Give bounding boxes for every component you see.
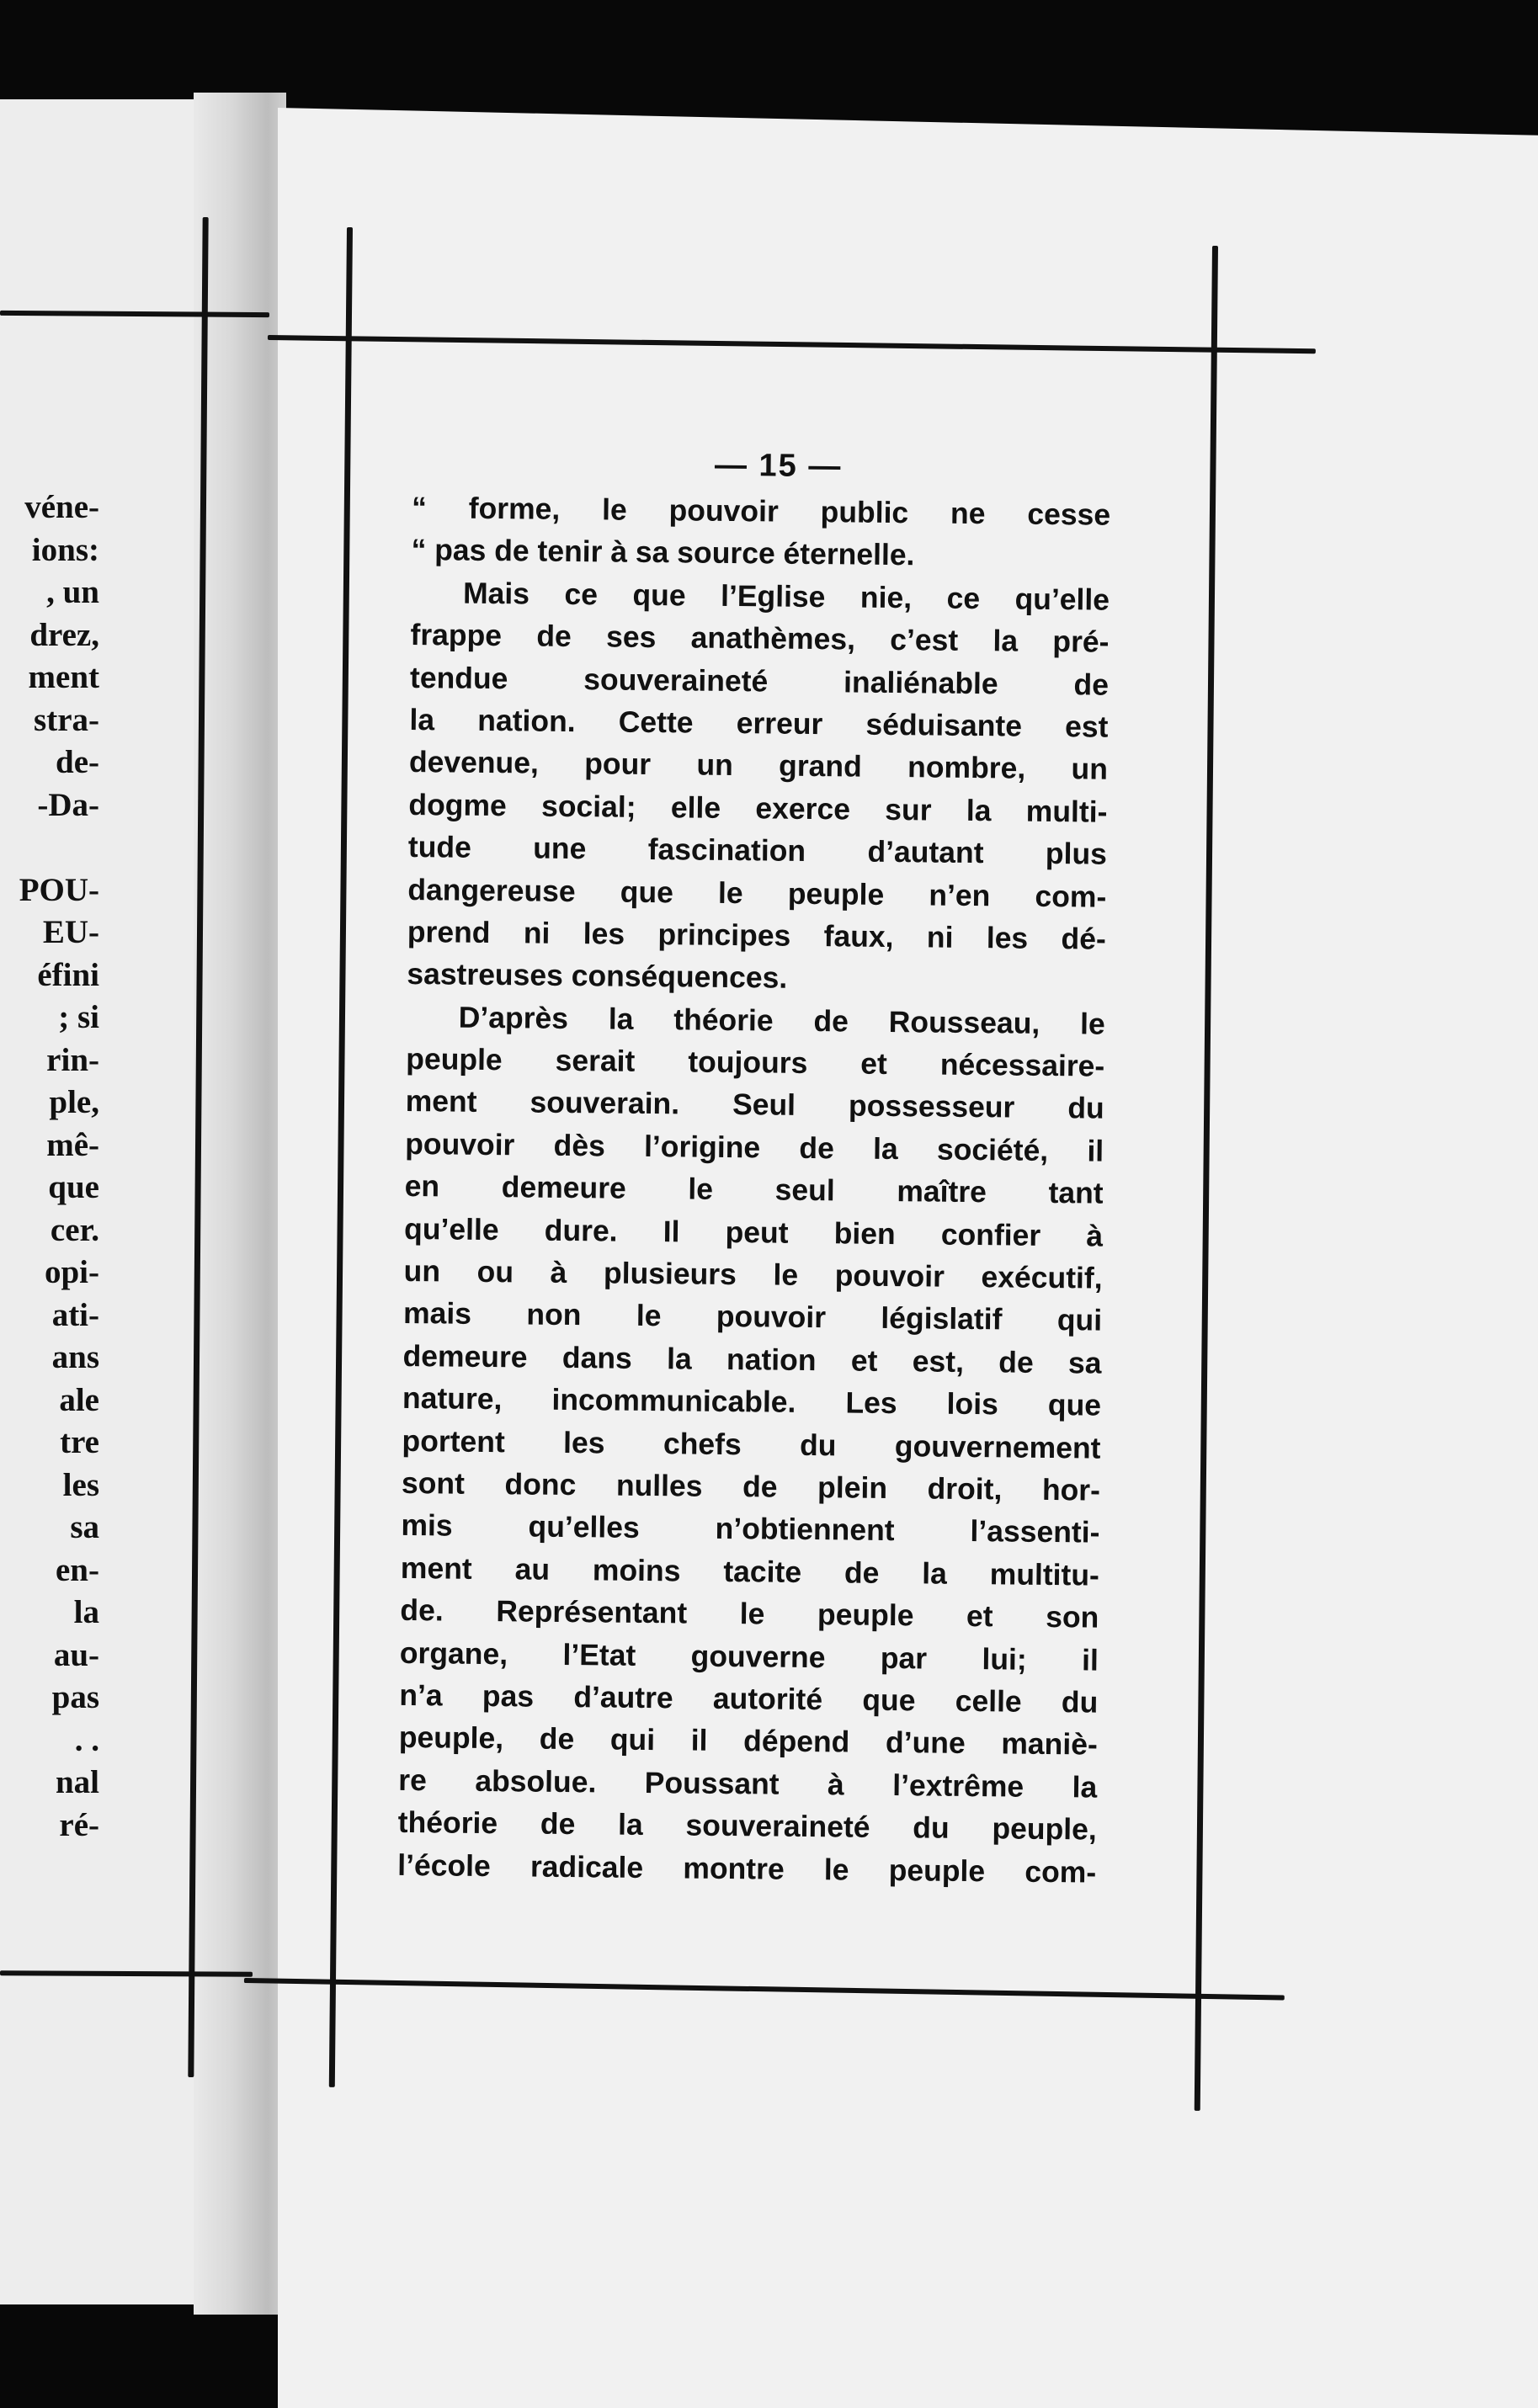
- fragment-line: au-: [53, 1636, 99, 1673]
- text-line: nature, incommunicable. Les lois que: [402, 1381, 1102, 1422]
- fragment-line: ple,: [49, 1084, 99, 1120]
- text-line: pouvoir dès l’origine de la société, il: [405, 1126, 1104, 1168]
- fragment-line: ale: [59, 1381, 99, 1418]
- fragment-line: mê-: [46, 1126, 99, 1163]
- text-line: organe, l’Etat gouverne par lui; il: [399, 1635, 1099, 1677]
- text-line: théorie de la souveraineté du peuple,: [397, 1805, 1097, 1847]
- fragment-line: ions:: [31, 531, 99, 568]
- text-line: Mais ce que l’Eglise nie, ce qu’elle: [462, 576, 1110, 617]
- fragment-line: [0, 827, 99, 869]
- text-line: qu’elle dure. Il peut bien confier à: [403, 1211, 1104, 1253]
- text-line: de. Représentant le peuple et son: [400, 1593, 1099, 1635]
- text-line: dangereuse que le peuple n’en com-: [407, 872, 1107, 914]
- text-line: peuple serait toujours et nécessaire-: [406, 1042, 1105, 1083]
- fragment-line: ré-: [59, 1806, 99, 1843]
- fragment-line: opi-: [44, 1254, 99, 1290]
- text-line: tendue souveraineté inaliénable de: [409, 660, 1110, 702]
- text-line: “ pas de tenir à sa source éternelle.: [411, 533, 915, 572]
- text-line: tude une fascination d’autant plus: [407, 830, 1108, 871]
- text-line: frappe de ses anathèmes, c’est la pré-: [410, 618, 1110, 659]
- fragment-line: drez,: [29, 616, 99, 653]
- text-line: ment souverain. Seul possesseur du: [405, 1084, 1104, 1126]
- text-line: portent les chefs du gouvernement: [402, 1423, 1101, 1465]
- text-line: en demeure le seul maître tant: [404, 1169, 1104, 1210]
- page-text-block: [397, 438, 1111, 1893]
- text-line: mais non le pouvoir législatif qui: [402, 1296, 1103, 1338]
- text-line: un ou à plusieurs le pouvoir exécutif,: [403, 1253, 1103, 1295]
- fragment-line: que: [48, 1169, 99, 1205]
- text-line: D’après la théorie de Rousseau, le: [458, 1000, 1105, 1041]
- text-line: mis qu’elles n’obtiennent l’assenti-: [401, 1508, 1100, 1550]
- text-line: re absolue. Poussant à l’extrême la: [398, 1762, 1098, 1805]
- fragment-line: , un: [46, 574, 99, 610]
- fragment-line: nal: [55, 1764, 99, 1800]
- fragment-line: cer.: [50, 1211, 99, 1248]
- text-line: demeure dans la nation et est, de sa: [402, 1338, 1102, 1380]
- fragment-line: véne-: [24, 489, 99, 525]
- text-line: devenue, pour un grand nombre, un: [408, 745, 1109, 787]
- text-line: la nation. Cette erreur séduisante est: [409, 702, 1109, 744]
- fragment-line: tre: [60, 1424, 99, 1460]
- fragment-line: de-: [56, 744, 99, 780]
- fragment-line: -Da-: [37, 786, 99, 823]
- text-line: ment au moins tacite de la multitu-: [400, 1550, 1100, 1592]
- fragment-line: les: [62, 1466, 99, 1503]
- text-line: prend ni les principes faux, ni les dé-: [407, 914, 1107, 956]
- fragment-line: rin-: [46, 1041, 99, 1078]
- page-number: — 15 —: [714, 447, 843, 485]
- text-line: “ forme, le pouvoir public ne cesse: [411, 490, 1111, 532]
- text-line: peuple, de qui il dépend d’une maniè-: [398, 1720, 1098, 1762]
- text-line: sont donc nulles de plein droit, hor-: [401, 1465, 1101, 1507]
- fragment-line: EU-: [42, 914, 99, 950]
- fragment-line: en-: [56, 1551, 99, 1588]
- fragment-line: éfini: [37, 956, 99, 993]
- text-line: n’a pas d’autre autorité que celle du: [399, 1677, 1099, 1720]
- fragment-line: POU-: [19, 871, 99, 908]
- text-line: sastreuses conséquences.: [407, 957, 788, 995]
- fragment-line: ati-: [51, 1296, 99, 1333]
- fragment-line: la: [73, 1594, 99, 1630]
- fragment-line: sa: [70, 1509, 99, 1545]
- fragment-line: ment: [28, 659, 99, 695]
- fragment-line: ans: [51, 1339, 99, 1375]
- text-line: dogme social; elle exerce sur la multi-: [408, 787, 1108, 829]
- previous-page-text-fragments: [0, 486, 99, 1847]
- fragment-line: stra-: [34, 701, 99, 738]
- fragment-line: pas: [51, 1679, 99, 1715]
- fragment-line: . .: [74, 1721, 99, 1758]
- fragment-line: ; si: [58, 999, 99, 1035]
- text-line: l’école radicale montre le peuple com-: [397, 1847, 1097, 1890]
